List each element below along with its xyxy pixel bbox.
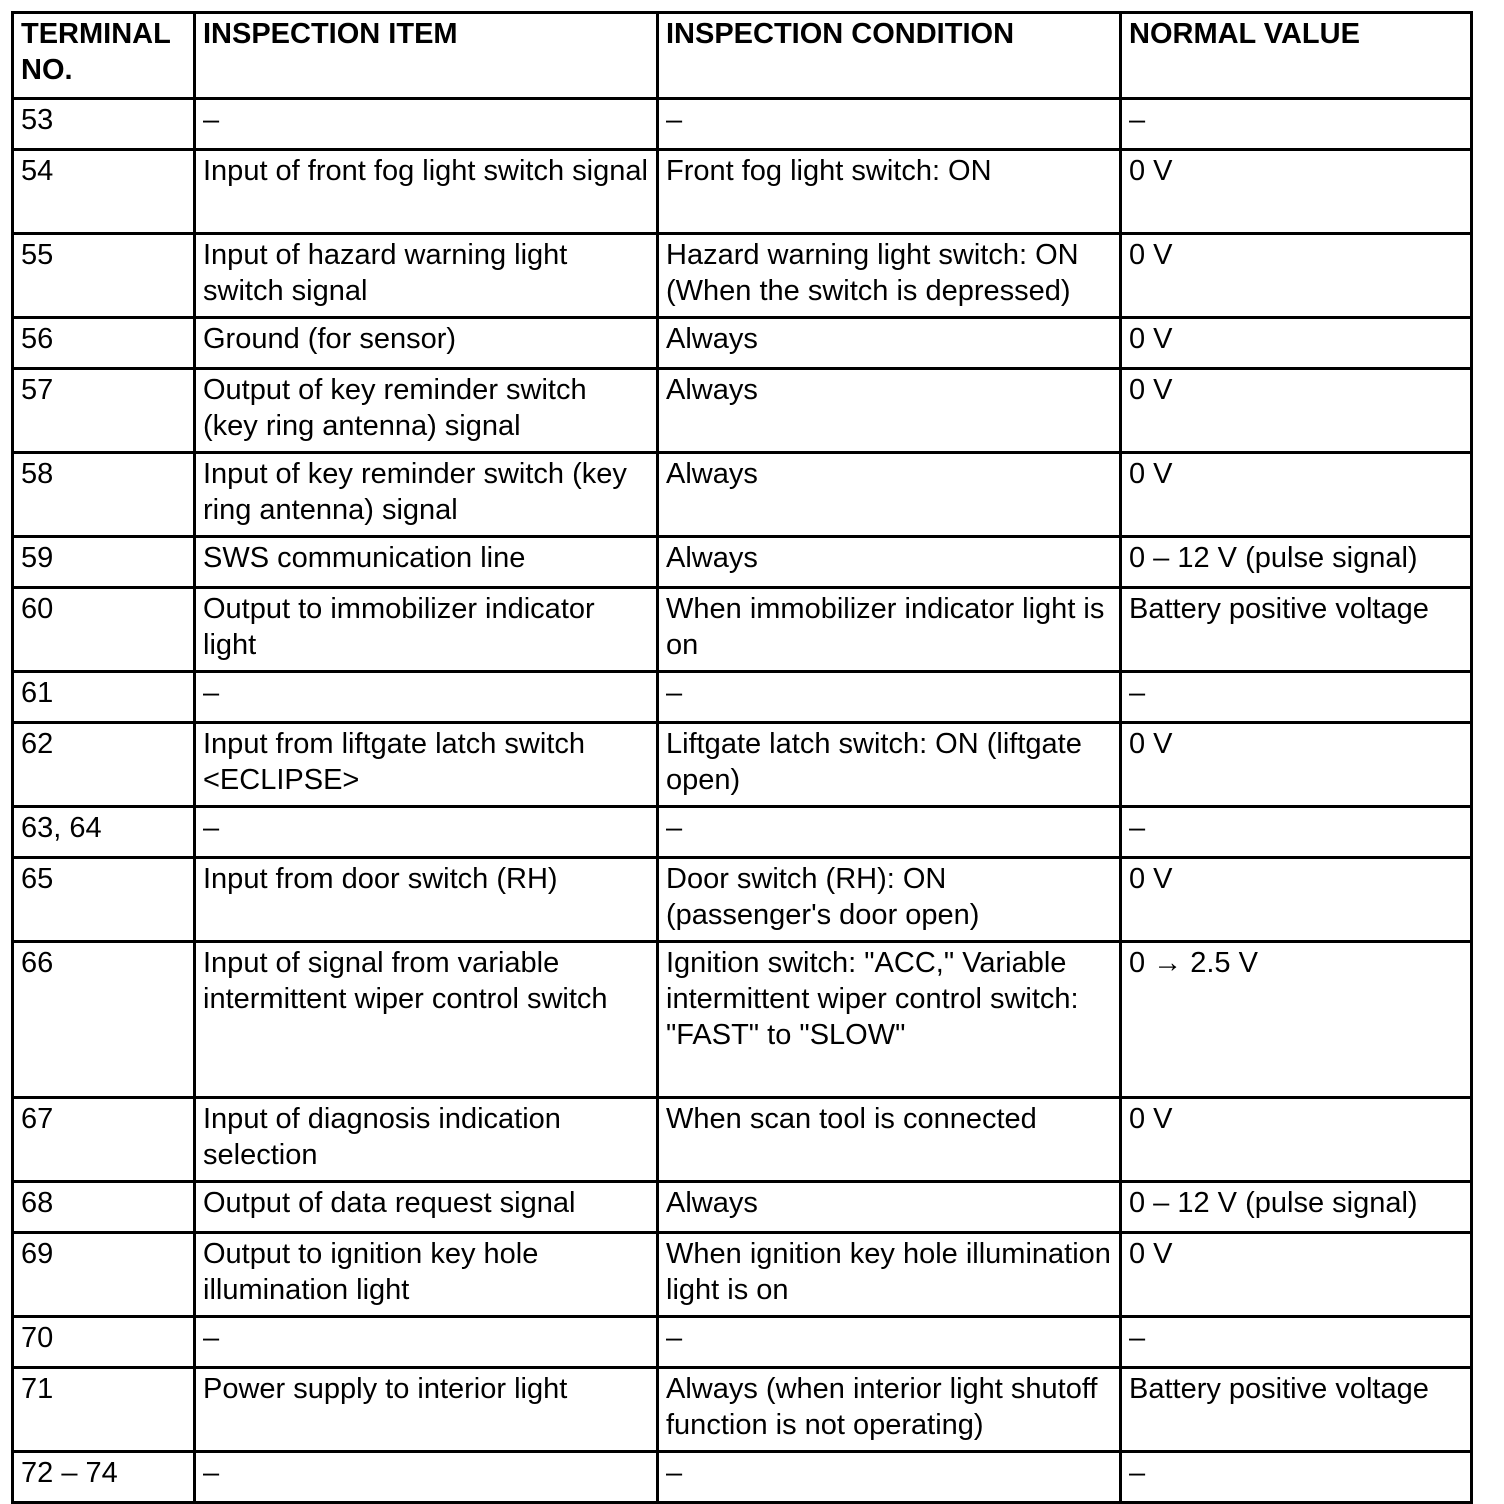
terminal-cell: 66 [13, 942, 195, 1098]
table-row [13, 1182, 1472, 1233]
inspection-item-cell: Output of key reminder switch (key ring antenna) signal [195, 369, 658, 453]
terminal-cell: 67 [13, 1098, 195, 1182]
terminal-cell: 58 [13, 453, 195, 537]
table-row [13, 1368, 1472, 1452]
table-row [13, 858, 1472, 942]
normal-value-cell: – [1121, 807, 1472, 858]
inspection-condition-cell: Always [658, 318, 1121, 369]
table-row [13, 150, 1472, 234]
table-row [13, 942, 1472, 1098]
table-row [13, 537, 1472, 588]
inspection-item-cell: Power supply to interior light [195, 1368, 658, 1452]
inspection-condition-cell: – [658, 1452, 1121, 1503]
inspection-condition-cell: Always [658, 369, 1121, 453]
table-row [13, 369, 1472, 453]
table-row [13, 453, 1472, 537]
table-header [13, 13, 1472, 99]
table-row [13, 807, 1472, 858]
table-row [13, 672, 1472, 723]
inspection-item-cell: Input of hazard warning light switch signal [195, 234, 658, 318]
terminal-cell: 56 [13, 318, 195, 369]
inspection-condition-cell: Always (when interior light shutoff function is not operating) [658, 1368, 1121, 1452]
terminal-cell: 59 [13, 537, 195, 588]
inspection-condition-cell: When immobilizer indicator light is on [658, 588, 1121, 672]
inspection-condition-cell: – [658, 807, 1121, 858]
normal-value-cell: Battery positive voltage [1121, 588, 1472, 672]
inspection-item-cell: – [195, 807, 658, 858]
terminal-cell: 63, 64 [13, 807, 195, 858]
inspection-item-cell: Input of signal from variable intermittent wiper control switch [195, 942, 658, 1098]
normal-value-cell: 0 – 12 V (pulse signal) [1121, 1182, 1472, 1233]
inspection-item-cell: Input of front fog light switch signal [195, 150, 658, 234]
table-row [13, 318, 1472, 369]
terminal-cell: 53 [13, 99, 195, 150]
inspection-item-cell: Input from liftgate latch switch <ECLIPSE> [195, 723, 658, 807]
inspection-item-cell: – [195, 1452, 658, 1503]
table-row [13, 723, 1472, 807]
inspection-item-cell: Output to ignition key hole illumination light [195, 1233, 658, 1317]
normal-value-cell: 0 V [1121, 858, 1472, 942]
terminal-cell: 55 [13, 234, 195, 318]
inspection-condition-cell: Liftgate latch switch: ON (liftgate open) [658, 723, 1121, 807]
terminal-cell: 60 [13, 588, 195, 672]
terminal-cell: 62 [13, 723, 195, 807]
normal-value-cell: Battery positive voltage [1121, 1368, 1472, 1452]
inspection-condition-cell: When ignition key hole illumination light is on [658, 1233, 1121, 1317]
inspection-condition-cell: – [658, 672, 1121, 723]
header-normal-value: NORMAL VALUE [1121, 13, 1472, 99]
normal-value-cell: – [1121, 672, 1472, 723]
terminal-cell: 61 [13, 672, 195, 723]
normal-value-cell: 0 V [1121, 318, 1472, 369]
inspection-item-cell: – [195, 672, 658, 723]
inspection-item-cell: Output of data request signal [195, 1182, 658, 1233]
inspection-item-cell: Output to immobilizer indicator light [195, 588, 658, 672]
table-row [13, 1233, 1472, 1317]
normal-value-cell: 0 V [1121, 1233, 1472, 1317]
terminal-cell: 65 [13, 858, 195, 942]
inspection-item-cell: Input of key reminder switch (key ring antenna) signal [195, 453, 658, 537]
inspection-condition-cell: – [658, 1317, 1121, 1368]
normal-value-cell: 0 V [1121, 369, 1472, 453]
terminal-inspection-table [11, 11, 1473, 1504]
normal-value-cell: 0 V [1121, 234, 1472, 318]
inspection-condition-cell: Hazard warning light switch: ON (When the switch is depressed) [658, 234, 1121, 318]
inspection-condition-cell: Front fog light switch: ON [658, 150, 1121, 234]
inspection-item-cell: Input from door switch (RH) [195, 858, 658, 942]
inspection-condition-cell: – [658, 99, 1121, 150]
table-row [13, 588, 1472, 672]
table-row [13, 1317, 1472, 1368]
normal-value-cell: 0 → 2.5 V [1121, 942, 1472, 1098]
terminal-cell: 54 [13, 150, 195, 234]
header-inspection-item: INSPECTION ITEM [195, 13, 658, 99]
normal-value-cell: 0 V [1121, 1098, 1472, 1182]
header-row [13, 13, 1472, 99]
inspection-condition-cell: Always [658, 1182, 1121, 1233]
inspection-condition-cell: Door switch (RH): ON (passenger's door open) [658, 858, 1121, 942]
table-row [13, 1098, 1472, 1182]
terminal-cell: 72 – 74 [13, 1452, 195, 1503]
inspection-condition-cell: Always [658, 453, 1121, 537]
inspection-condition-cell: When scan tool is connected [658, 1098, 1121, 1182]
normal-value-cell: 0 V [1121, 150, 1472, 234]
header-terminal-no: TERMINAL NO. [13, 13, 195, 99]
terminal-cell: 68 [13, 1182, 195, 1233]
terminal-cell: 70 [13, 1317, 195, 1368]
normal-value-cell: 0 V [1121, 453, 1472, 537]
normal-value-cell: 0 – 12 V (pulse signal) [1121, 537, 1472, 588]
inspection-item-cell: – [195, 99, 658, 150]
inspection-condition-cell: Ignition switch: "ACC," Variable intermittent wiper control switch: "FAST" to "SLOW" [658, 942, 1121, 1098]
terminal-cell: 71 [13, 1368, 195, 1452]
header-inspection-condition: INSPECTION CONDITION [658, 13, 1121, 99]
normal-value-cell: – [1121, 99, 1472, 150]
table-row [13, 1452, 1472, 1503]
inspection-item-cell: SWS communication line [195, 537, 658, 588]
inspection-item-cell: Input of diagnosis indication selection [195, 1098, 658, 1182]
table-body [13, 99, 1472, 1503]
inspection-condition-cell: Always [658, 537, 1121, 588]
inspection-item-cell: – [195, 1317, 658, 1368]
terminal-cell: 57 [13, 369, 195, 453]
inspection-item-cell: Ground (for sensor) [195, 318, 658, 369]
table-row [13, 234, 1472, 318]
terminal-cell: 69 [13, 1233, 195, 1317]
table-row [13, 99, 1472, 150]
normal-value-cell: – [1121, 1317, 1472, 1368]
normal-value-cell: – [1121, 1452, 1472, 1503]
normal-value-cell: 0 V [1121, 723, 1472, 807]
